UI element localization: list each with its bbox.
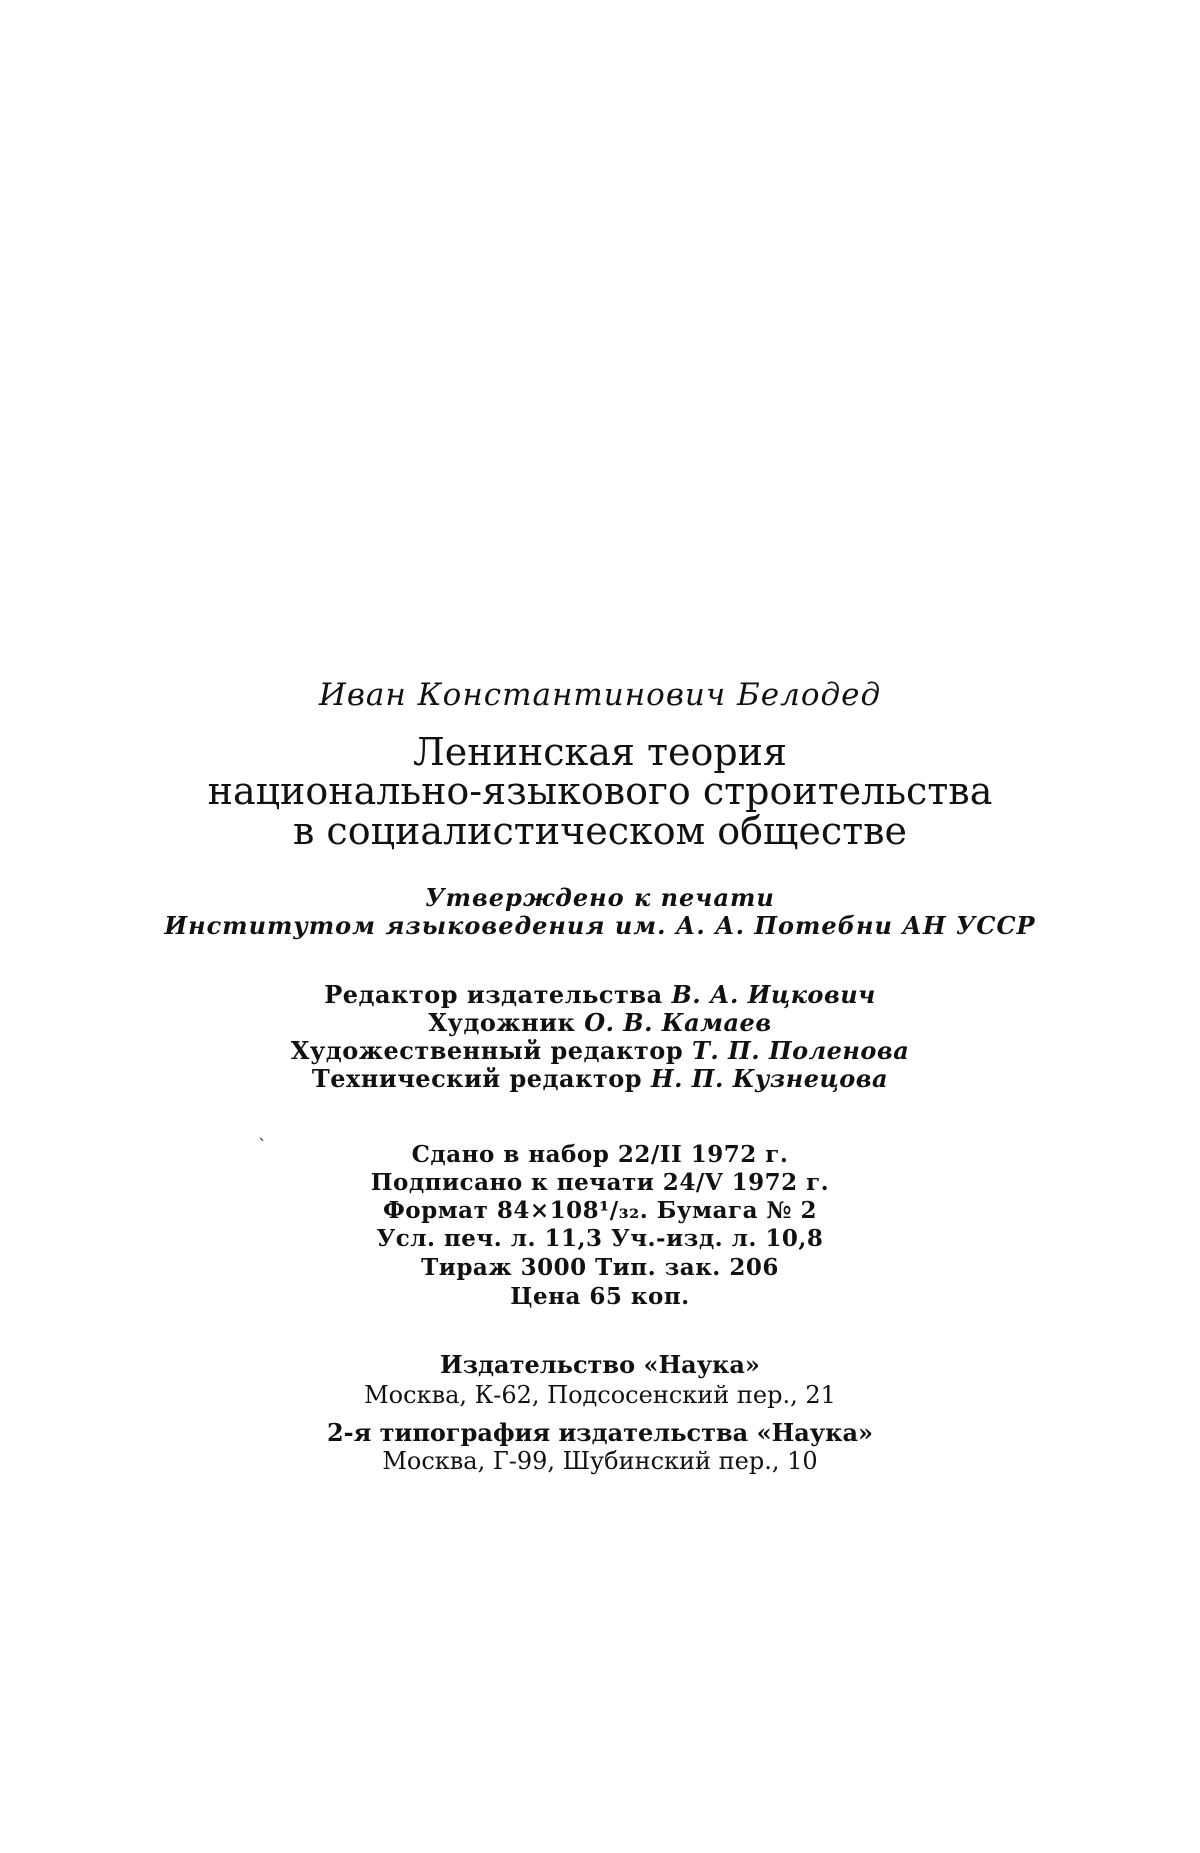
- imprint-line-2: Подписано к печати 24/V 1972 г.: [370, 1169, 830, 1196]
- credit-editor: [0, 980, 1200, 1009]
- publisher-address: Москва, К-62, Подсосенский пер., 21: [364, 1381, 836, 1409]
- approval-line-2: Институтом языковедения им. А. А. Потебни АН УССР: [164, 911, 1036, 940]
- imprint-line-6: Цена 65 коп.: [510, 1283, 690, 1310]
- book-title-line-2: национально-языкового строительства: [207, 769, 993, 813]
- credit-artist: [0, 1008, 1200, 1037]
- credit-role: Художник: [428, 1008, 576, 1037]
- credit-role: Редактор издательства: [324, 980, 663, 1009]
- credit-person: Н. П. Кузнецова: [650, 1064, 889, 1093]
- credit-person: В. А. Ицкович: [671, 980, 876, 1009]
- book-title-line-3: в социалистическом обществе: [292, 809, 908, 853]
- imprint-line-3: Формат 84×108¹/₃₂. Бумага № 2: [382, 1197, 818, 1224]
- credit-role: Технический редактор: [311, 1064, 643, 1093]
- imprint-line-4: Усл. печ. л. 11,3 Уч.-изд. л. 10,8: [376, 1225, 824, 1252]
- credit-person: Т. П. Поленова: [691, 1036, 910, 1065]
- approval-line-1: Утверждено к печати: [425, 883, 775, 912]
- credit-tech-editor: [0, 1064, 1200, 1093]
- printer-address: Москва, Г-99, Шубинский пер., 10: [382, 1447, 818, 1475]
- imprint-line-5: Тираж 3000 Тип. зак. 206: [421, 1254, 779, 1281]
- credit-art-editor: [0, 1036, 1200, 1065]
- stray-mark: `: [258, 1136, 267, 1157]
- credit-person: О. В. Камаев: [584, 1008, 772, 1037]
- author-name: Иван Константинович Белодед: [318, 677, 882, 713]
- printer-name: 2-я типография издательства «Наука»: [326, 1418, 874, 1447]
- credit-role: Художественный редактор: [290, 1036, 684, 1065]
- imprint-line-1: Сдано в набор 22/II 1972 г.: [411, 1141, 789, 1168]
- book-title-line-1: Ленинская теория: [413, 730, 787, 774]
- publisher-name: Издательство «Наука»: [440, 1350, 760, 1379]
